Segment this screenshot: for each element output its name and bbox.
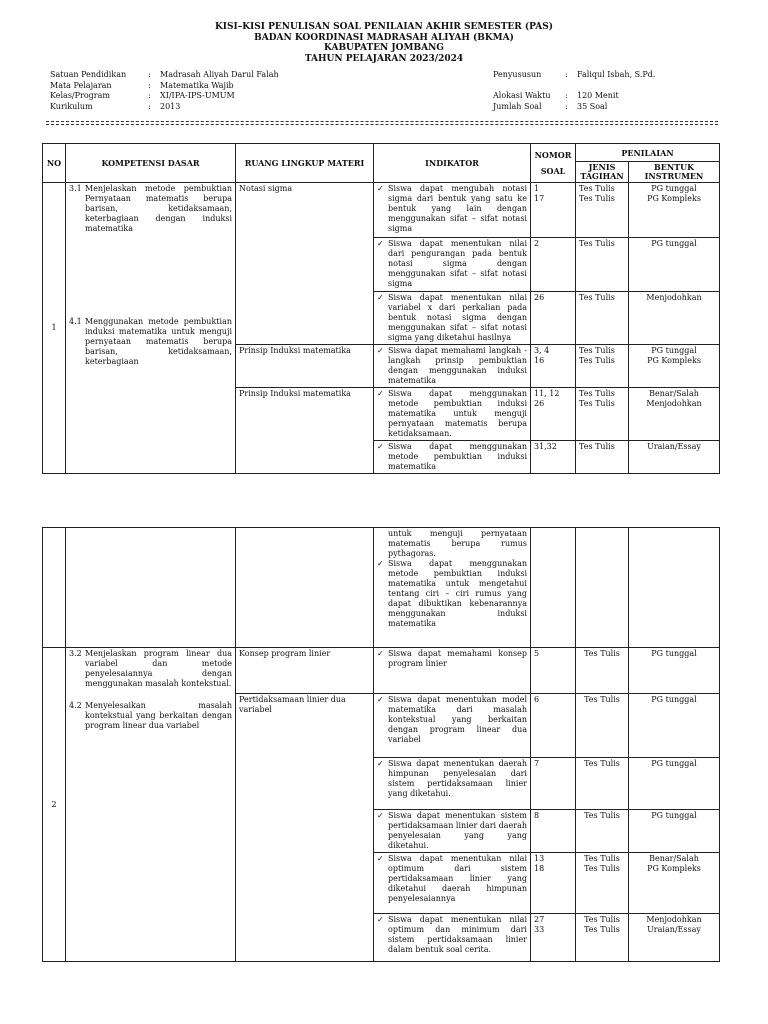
nomor-value: 26 bbox=[534, 399, 545, 408]
bentuk-cell bbox=[629, 648, 720, 694]
meta-colon: : bbox=[565, 91, 568, 100]
jenis-cell bbox=[576, 388, 629, 441]
header-bentuk-instrumen: BENTUK INSTRUMEN bbox=[629, 162, 720, 183]
nomor-value: 27 bbox=[534, 915, 545, 924]
nomor-cell bbox=[531, 441, 576, 474]
meta-key: Satuan Pendidikan bbox=[50, 70, 127, 79]
jenis-cell bbox=[576, 292, 629, 345]
kd-item bbox=[69, 184, 232, 234]
indikator-text: Siswa dapat mengubah notasi sigma dari bentuk yang satu ke bentuk yang lain dengan menggunakan sifat – sifat notasi sigma bbox=[388, 184, 527, 233]
header-no: NO bbox=[43, 144, 66, 183]
meta-row bbox=[50, 81, 279, 92]
jenis-cell bbox=[576, 183, 629, 238]
indikator-cell bbox=[374, 388, 531, 441]
bentuk-cell bbox=[629, 345, 720, 388]
nomor-value: 26 bbox=[534, 293, 545, 302]
meta-value: XI/IPA-IPS-UMUM bbox=[160, 91, 235, 100]
bentuk-cell bbox=[629, 238, 720, 292]
indikator-text: Siswa dapat memahami langkah - langkah prinsip pembuktian dengan menggunakan induksi matematika bbox=[388, 346, 527, 385]
jenis-value: Tes Tulis bbox=[579, 399, 615, 408]
meta-row bbox=[50, 102, 279, 113]
check-icon: ✓ bbox=[377, 184, 384, 193]
jenis-cell bbox=[576, 853, 629, 914]
kd-number: 4.1 bbox=[69, 317, 82, 326]
meta-key: Jumlah Soal bbox=[493, 101, 542, 111]
indikator-cell bbox=[374, 914, 531, 962]
identity-left bbox=[50, 70, 279, 112]
jenis-cell bbox=[576, 914, 629, 962]
bentuk-value: Menjodohkan bbox=[646, 293, 702, 302]
nomor-value: 5 bbox=[534, 649, 540, 658]
nomor-value: 6 bbox=[534, 695, 540, 704]
jenis-cell bbox=[576, 441, 629, 474]
nomor-cell bbox=[531, 853, 576, 914]
jenis-value: Tes Tulis bbox=[584, 695, 620, 704]
header-indikator: INDIKATOR bbox=[374, 144, 531, 183]
kd-cell bbox=[66, 648, 236, 962]
jenis-value: Tes Tulis bbox=[579, 389, 615, 398]
bentuk-value: Uraian/Essay bbox=[647, 442, 701, 451]
title-line-4: TAHUN PELAJARAN 2023/2024 bbox=[304, 53, 464, 64]
bentuk-value: PG tunggal bbox=[651, 346, 697, 355]
jenis-cell-empty bbox=[576, 528, 629, 648]
kisi-table-page-2 bbox=[42, 527, 720, 962]
meta-key: Kelas/Program bbox=[50, 91, 110, 100]
table-row bbox=[43, 648, 720, 694]
meta-value: 2013 bbox=[160, 101, 181, 111]
meta-colon: : bbox=[565, 70, 568, 79]
table-row-continued bbox=[43, 528, 720, 648]
row-number: 2 bbox=[43, 648, 66, 962]
kd-cell-empty bbox=[66, 528, 236, 648]
indikator-text: Siswa dapat menentukan nilai optimum dan minimum dari sistem pertidaksamaan linier dalam bentuk soal cerita. bbox=[388, 915, 527, 954]
kd-item bbox=[69, 701, 232, 731]
nomor-cell bbox=[531, 292, 576, 345]
check-icon: ✓ bbox=[377, 915, 384, 924]
meta-row bbox=[50, 70, 279, 81]
indikator-cell bbox=[374, 758, 531, 810]
kd-number: 3.2 bbox=[69, 649, 82, 658]
indikator-text: Siswa dapat memahami konsep program linier bbox=[388, 649, 527, 668]
nomor-cell bbox=[531, 810, 576, 853]
jenis-cell bbox=[576, 810, 629, 853]
jenis-cell bbox=[576, 648, 629, 694]
check-icon: ✓ bbox=[377, 389, 384, 398]
indikator-cell bbox=[374, 648, 531, 694]
check-icon: ✓ bbox=[377, 811, 384, 820]
bentuk-cell bbox=[629, 441, 720, 474]
jenis-value: Tes Tulis bbox=[584, 759, 620, 768]
meta-colon: : bbox=[565, 101, 568, 111]
header-penilaian: PENILAIAN bbox=[576, 144, 720, 162]
bentuk-value: Benar/Salah bbox=[649, 854, 699, 863]
jenis-value: Tes Tulis bbox=[584, 915, 620, 924]
indikator-text: Siswa dapat menggunakan metode pembuktian induksi matematika untuk menguji pernyataan matematis berupa ketidaksamaan. bbox=[388, 389, 527, 438]
jenis-cell bbox=[576, 238, 629, 292]
bentuk-value: PG Kompleks bbox=[647, 194, 701, 203]
nomor-cell bbox=[531, 238, 576, 292]
kisi-table-page-1 bbox=[42, 143, 720, 474]
bentuk-cell-empty bbox=[629, 528, 720, 648]
indikator-text: Siswa dapat menentukan sistem pertidaksamaan linier dari daerah penyelesaian yang yang diketahui. bbox=[388, 811, 528, 850]
check-icon: ✓ bbox=[377, 559, 384, 568]
meta-colon: : bbox=[148, 91, 151, 100]
bentuk-cell bbox=[629, 694, 720, 758]
meta-value: Matematika Wajib bbox=[160, 80, 234, 90]
check-icon: ✓ bbox=[377, 293, 384, 302]
nomor-value: 33 bbox=[534, 925, 545, 934]
check-icon: ✓ bbox=[377, 854, 384, 863]
indikator-cell bbox=[374, 441, 531, 474]
meta-value: Madrasah Aliyah Darul Falah bbox=[160, 70, 279, 79]
meta-value: 120 Menit bbox=[577, 91, 619, 100]
indikator-text: Siswa dapat menentukan model matematika dari masalah kontekstual yang berkaitan dengan program linear dua variabel bbox=[388, 695, 527, 744]
jenis-value: Tes Tulis bbox=[584, 649, 620, 658]
kd-cell bbox=[66, 183, 236, 474]
check-icon: ✓ bbox=[377, 239, 384, 248]
kd-number: 4.2 bbox=[69, 701, 82, 710]
row-number: 1 bbox=[43, 183, 66, 474]
row-number-empty bbox=[43, 528, 66, 648]
bentuk-value: PG tunggal bbox=[651, 239, 697, 248]
bentuk-value: PG Kompleks bbox=[647, 356, 701, 365]
check-icon: ✓ bbox=[377, 759, 384, 768]
jenis-value: Tes Tulis bbox=[579, 184, 615, 193]
check-icon: ✓ bbox=[377, 649, 384, 658]
nomor-value: 31,32 bbox=[534, 442, 557, 451]
kd-text: Menjelaskan program linear dua variabel dan metode penyelesaiannya dengan menggunakan masalah kontekstual. bbox=[85, 649, 232, 688]
nomor-value: 1 bbox=[534, 184, 540, 193]
indikator-cell bbox=[374, 810, 531, 853]
kd-text: Menjelaskan metode pembuktian Pernyataan matematis berupa barisan, ketidaksamaan, keterbagiaan dengan induksi matematika bbox=[85, 184, 232, 233]
materi-cell: Pertidaksamaan linier dua variabel bbox=[236, 694, 374, 962]
meta-colon: : bbox=[148, 80, 151, 90]
jenis-value: Tes Tulis bbox=[579, 293, 615, 302]
meta-row bbox=[493, 91, 655, 102]
jenis-cell bbox=[576, 758, 629, 810]
title-line-2: BADAN KOORDINASI MADRASAH ALIYAH (BKMA) bbox=[254, 32, 514, 43]
kd-item bbox=[69, 649, 232, 689]
meta-colon: : bbox=[148, 101, 151, 111]
indikator-text: Siswa dapat menentukan nilai variabel x dari perkalian pada bentuk notasi sigma dengan menggunakan sifat – sifat notasi sigma yang diketahui hasilnya bbox=[388, 293, 527, 342]
identity-right bbox=[493, 70, 655, 112]
nomor-cell bbox=[531, 694, 576, 758]
indikator-text: Siswa dapat menggunakan metode pembuktian induksi matematika untuk mengetahui tentang ciri – ciri rumus yang dapat dibuktikan kebenarannya menggunakan induksi matematika bbox=[388, 559, 527, 628]
double-dashed-separator bbox=[46, 121, 718, 125]
jenis-value: Tes Tulis bbox=[579, 194, 615, 203]
indikator-text: Siswa dapat menggunakan metode pembuktian induksi matematika bbox=[388, 442, 527, 471]
meta-key: Kurikulum bbox=[50, 101, 93, 111]
nomor-value: 8 bbox=[534, 811, 540, 820]
indikator-cell bbox=[374, 292, 531, 345]
check-icon: ✓ bbox=[377, 346, 384, 355]
bentuk-value: Menjodohkan bbox=[646, 915, 702, 924]
bentuk-cell bbox=[629, 292, 720, 345]
meta-row-spacer bbox=[493, 81, 655, 92]
materi-cell: Konsep program linier bbox=[236, 648, 374, 694]
meta-colon: : bbox=[148, 70, 151, 79]
nomor-cell bbox=[531, 648, 576, 694]
nomor-value: 7 bbox=[534, 759, 540, 768]
nomor-cell bbox=[531, 388, 576, 441]
bentuk-value: Uraian/Essay bbox=[647, 925, 701, 934]
jenis-value: Tes Tulis bbox=[579, 346, 615, 355]
indikator-cell bbox=[374, 694, 531, 758]
bentuk-value: PG tunggal bbox=[651, 695, 697, 704]
nomor-value: 13 bbox=[534, 854, 545, 863]
indikator-cell bbox=[374, 238, 531, 292]
kd-number: 3.1 bbox=[69, 184, 82, 193]
materi-cell: Notasi sigma bbox=[236, 183, 374, 345]
indikator-text: untuk menguji pernyataan matematis berupa rumus pythagoras. bbox=[388, 529, 527, 558]
bentuk-value: Menjodohkan bbox=[646, 399, 702, 408]
bentuk-cell bbox=[629, 853, 720, 914]
jenis-value: Tes Tulis bbox=[579, 442, 615, 451]
meta-row bbox=[493, 70, 655, 81]
bentuk-cell bbox=[629, 388, 720, 441]
header-ruang-lingkup: RUANG LINGKUP MATERI bbox=[236, 144, 374, 183]
nomor-cell bbox=[531, 914, 576, 962]
meta-key: Penyususun bbox=[493, 70, 542, 79]
nomor-value: 2 bbox=[534, 239, 540, 248]
jenis-value: Tes Tulis bbox=[579, 239, 615, 248]
meta-value: Faliqul Isbah, S.Pd. bbox=[577, 70, 656, 79]
indikator-text: Siswa dapat menentukan nilai dari pengurangan pada bentuk notasi sigma dengan menggunakan sifat – sifat notasi sigma bbox=[388, 239, 527, 288]
indikator-cell bbox=[374, 183, 531, 238]
nomor-cell-empty bbox=[531, 528, 576, 648]
kd-text: Menyelesaikan masalah kontekstual yang berkaitan dengan program linear dua variabel bbox=[85, 701, 232, 730]
jenis-cell bbox=[576, 694, 629, 758]
jenis-value: Tes Tulis bbox=[584, 864, 620, 873]
bentuk-cell bbox=[629, 810, 720, 853]
title-line-3: KABUPATEN JOMBANG bbox=[324, 43, 444, 53]
nomor-value: 11, 12 bbox=[534, 389, 560, 398]
nomor-cell bbox=[531, 758, 576, 810]
bentuk-value: PG tunggal bbox=[651, 759, 697, 768]
materi-cell-empty bbox=[236, 528, 374, 648]
title-line-1: KISI–KISI PENULISAN SOAL PENILAIAN AKHIR SEMESTER (PAS) bbox=[214, 22, 553, 32]
check-icon: ✓ bbox=[377, 442, 384, 451]
materi-cell: Prinsip Induksi matematika bbox=[236, 345, 374, 388]
header-kompetensi-dasar: KOMPETENSI DASAR bbox=[66, 144, 236, 183]
bentuk-value: PG Kompleks bbox=[647, 864, 701, 873]
bentuk-cell bbox=[629, 758, 720, 810]
meta-key: Alokasi Waktu bbox=[493, 91, 551, 100]
jenis-value: Tes Tulis bbox=[584, 925, 620, 934]
kd-item bbox=[69, 317, 232, 367]
indikator-cell bbox=[374, 345, 531, 388]
meta-key: Mata Pelajaran bbox=[50, 80, 112, 90]
document-header bbox=[0, 22, 768, 64]
bentuk-value: PG tunggal bbox=[651, 649, 697, 658]
nomor-value: 16 bbox=[534, 356, 545, 365]
meta-row bbox=[493, 102, 655, 113]
indikator-cell bbox=[374, 528, 531, 648]
bentuk-value: Benar/Salah bbox=[649, 389, 699, 398]
bentuk-cell bbox=[629, 914, 720, 962]
jenis-value: Tes Tulis bbox=[584, 811, 620, 820]
jenis-cell bbox=[576, 345, 629, 388]
materi-cell: Prinsip Induksi matematika bbox=[236, 388, 374, 474]
nomor-value: 17 bbox=[534, 194, 545, 203]
table-row bbox=[43, 183, 720, 238]
nomor-cell bbox=[531, 345, 576, 388]
nomor-value: 3, 4 bbox=[534, 346, 550, 355]
jenis-value: Tes Tulis bbox=[584, 854, 620, 863]
bentuk-value: PG tunggal bbox=[651, 811, 697, 820]
meta-row bbox=[50, 91, 279, 102]
header-jenis-tagihan: JENIS TAGIHAN bbox=[576, 162, 629, 183]
indikator-cell bbox=[374, 853, 531, 914]
jenis-value: Tes Tulis bbox=[579, 356, 615, 365]
indikator-text: Siswa dapat menentukan daerah himpunan penyelesaian dari sistem pertidaksamaan linier yang diketahui. bbox=[388, 759, 527, 798]
bentuk-cell bbox=[629, 183, 720, 238]
kd-text: Menggunakan metode pembuktian induksi matematika untuk menguji pernyataan matematis berupa barisan, ketidaksamaan, keterbagiaan bbox=[85, 317, 232, 366]
meta-value: 35 Soal bbox=[577, 101, 608, 111]
indikator-text: Siswa dapat menentukan nilai optimum dari sistem pertidaksamaan linier yang diketahui daerah himpunan penyelesaiannya bbox=[388, 854, 527, 903]
nomor-cell bbox=[531, 183, 576, 238]
nomor-value: 18 bbox=[534, 864, 545, 873]
check-icon: ✓ bbox=[377, 695, 384, 704]
bentuk-value: PG tunggal bbox=[651, 184, 697, 193]
header-nomor-soal: NOMOR SOAL bbox=[531, 144, 576, 183]
